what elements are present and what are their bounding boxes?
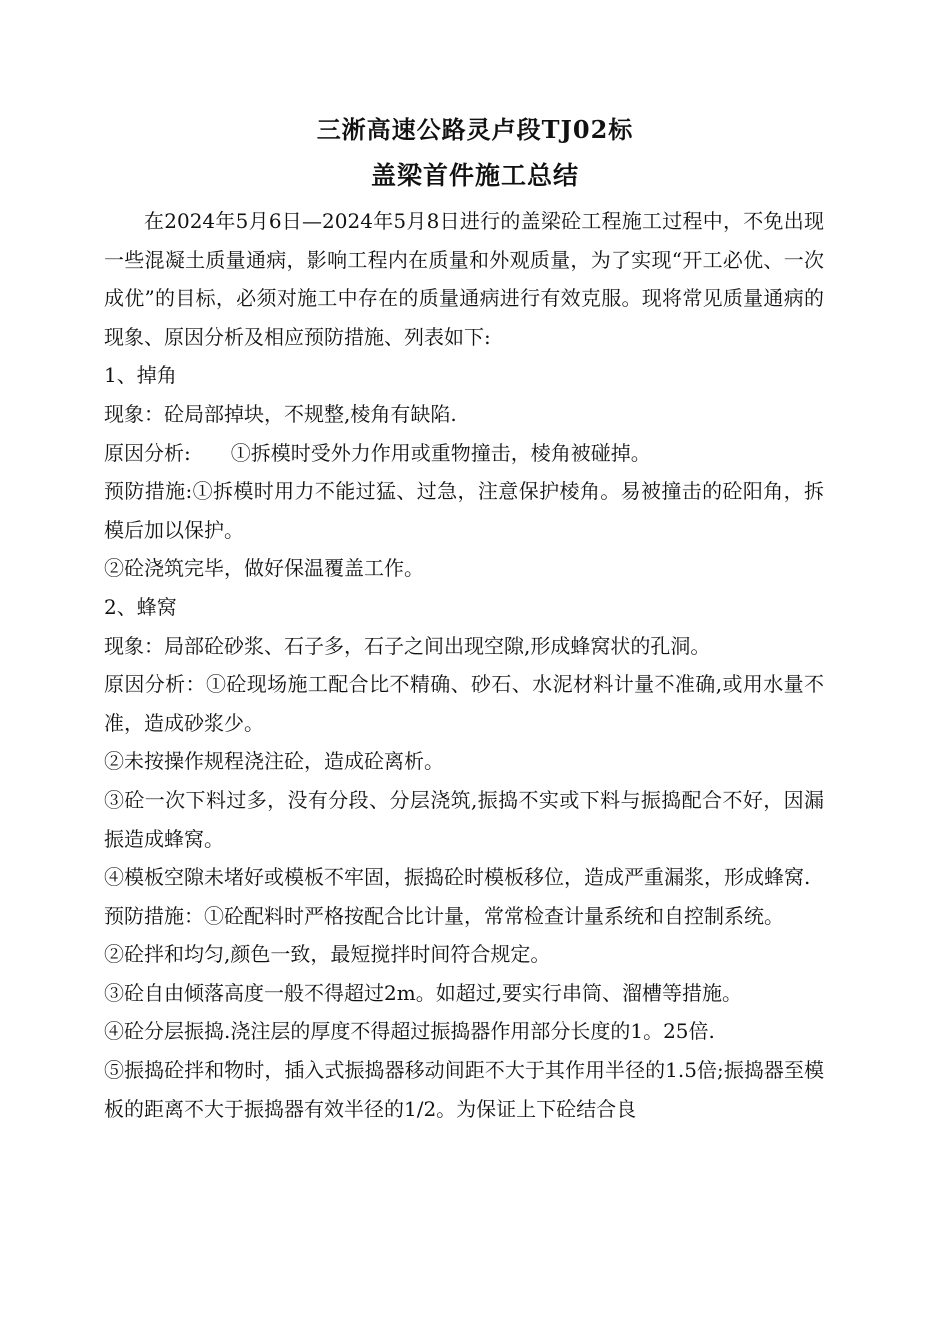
paragraph: 预防措施：①砼配料时严格按配合比计量，常常检查计量系统和自控制系统。 [104, 903, 784, 928]
paragraph: ④模板空隙未堵好或模板不牢固，振捣砼时模板移位，造成严重漏浆，形成蜂窝. [104, 865, 811, 890]
paragraph: ②砼浇筑完毕，做好保温覆盖工作。 [104, 556, 424, 581]
paragraph: 原因分析：①砼现场施工配合比不精确、砂石、水泥材料计量不准确,或用水量不准，造成砂浆少。 [104, 672, 824, 735]
paragraph: 预防措施:①拆模时用力不能过猛、过急，注意保护棱角。易被撞击的砼阳角，拆模后加以保护。 [104, 479, 824, 542]
paragraph: ③砼自由倾落高度一般不得超过2m。如超过,要实行串筒、溜槽等措施。 [104, 980, 743, 1005]
paragraph: 1、掉角 [104, 363, 177, 388]
paragraph: 原因分析: ①拆模时受外力作用或重物撞击，棱角被碰掉。 [104, 440, 651, 465]
paragraph: 现象：砼局部掉块，不规整,棱角有缺陷. [104, 401, 457, 426]
document-subtitle: 盖梁首件施工总结 [370, 161, 579, 190]
paragraph: ②砼拌和均匀,颜色一致，最短搅拌时间符合规定。 [104, 942, 551, 967]
paragraph: 在2024年5月6日—2024年5月8日进行的盖梁砼工程施工过程中，不免出现一些混凝土质量通病，影响工程内在质量和外观质量，为了实现“开工必优、一次成优”的目标，必须对施工中存在的质量通病进行有效克服。现将常见质量通病的现象、原因分析及相应预防措施、列表如下: [104, 209, 824, 349]
paragraph: ③砼一次下料过多，没有分段、分层浇筑,振捣不实或下料与振捣配合不好，因漏振造成蜂窝。 [104, 787, 824, 851]
paragraph: ②未按操作规程浇注砼，造成砼离析。 [104, 749, 444, 774]
paragraph: ⑤振捣砼拌和物时，插入式振捣器移动间距不大于其作用半径的1.5倍;振捣器至模板的距离不大于振捣器有效半径的1/2。为保证上下砼结合良 [104, 1058, 824, 1121]
paragraph: 2、蜂窝 [104, 594, 177, 619]
document-body [104, 202, 824, 1128]
document-title: 三淅高速公路灵卢段TJ02标 [316, 115, 634, 144]
paragraph: 现象：局部砼砂浆、石子多，石子之间出现空隙,形成蜂窝状的孔洞。 [104, 633, 711, 658]
paragraph: ④砼分层振捣.浇注层的厚度不得超过振捣器作用部分长度的1。25倍. [104, 1019, 715, 1044]
